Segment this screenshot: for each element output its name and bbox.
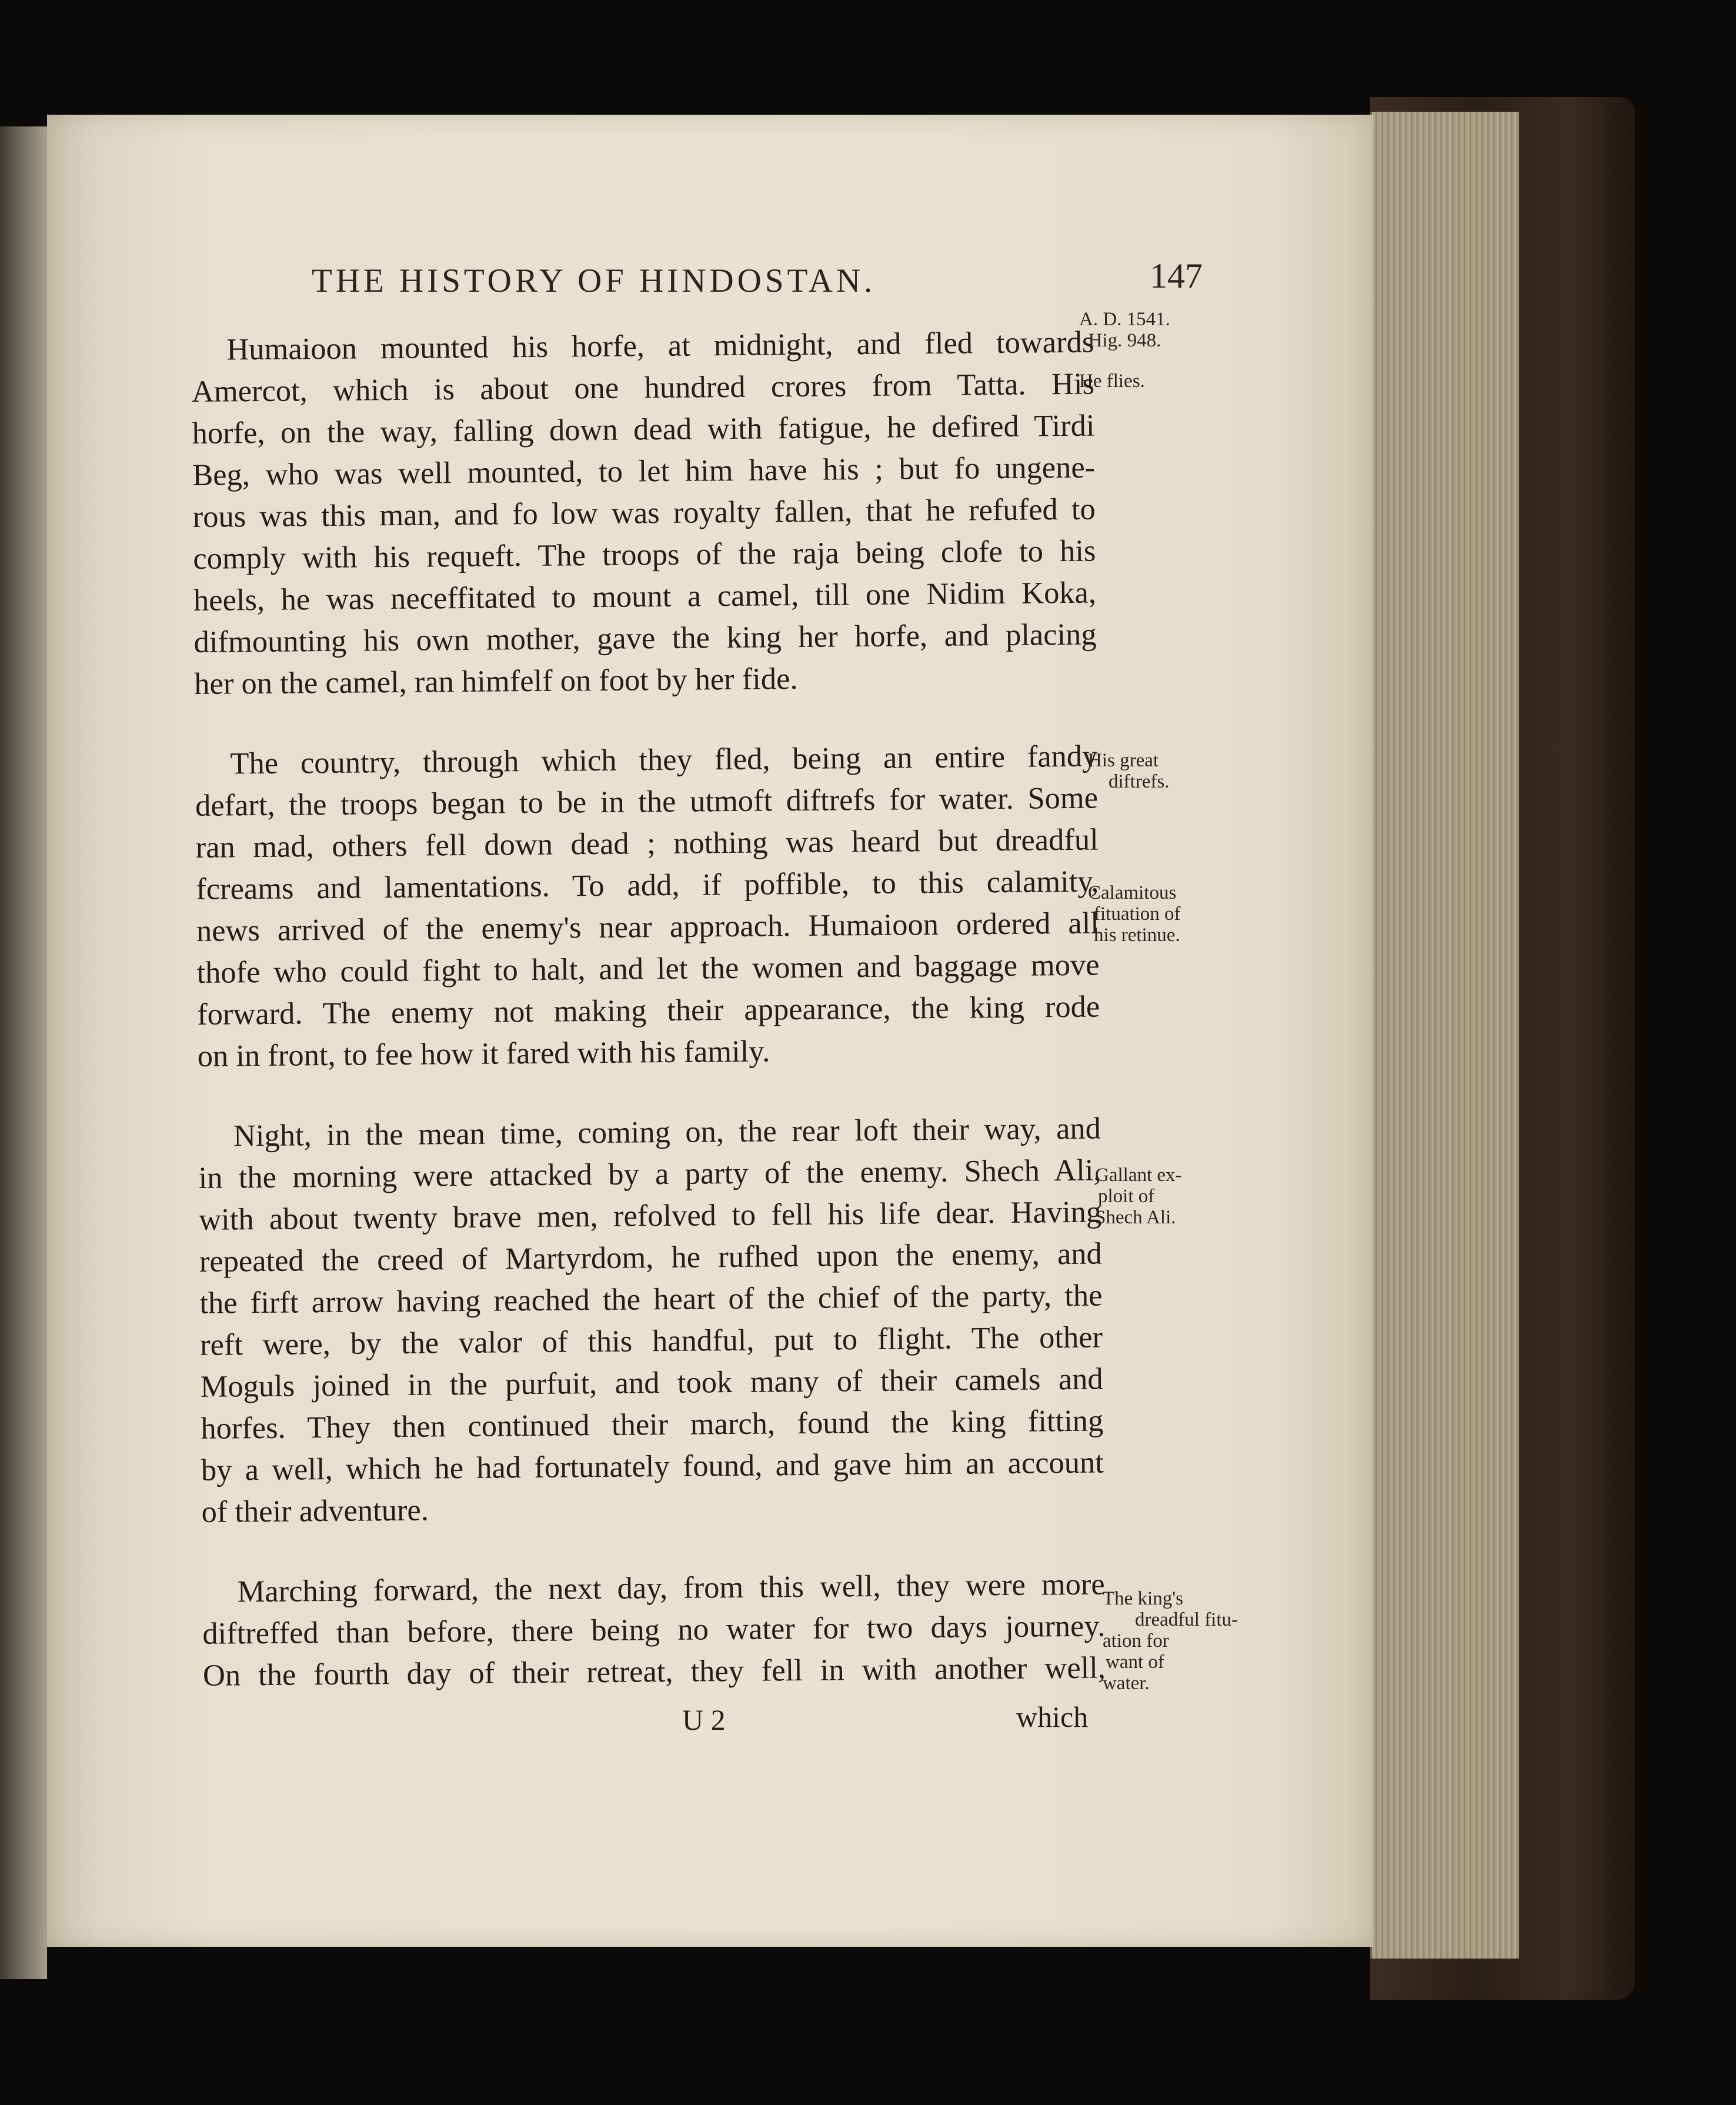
date-hig: Hig. 948. [1088,330,1161,351]
text-line: ran mad, others fell down dead ; nothing was heard but dreadful [195,822,1099,865]
paragraph [202,1564,1106,1697]
margin-note-line: Calamitous [1088,882,1177,903]
text-line: with about twenty brave men, refolved to fell his life dear. Having [198,1195,1102,1237]
page-number: 147 [1150,256,1203,295]
text-line: comply with his requeft. The troops of the raja being clofe to his [193,533,1096,576]
text-line: by a well, which he had fortunately found, and gave him an account [201,1445,1104,1487]
text-line: forward. The enemy not making their appearance, the king rode [196,989,1100,1032]
text-line: Marching forward, the next day, from this well, they were more [237,1567,1105,1609]
text-line: on in front, to fee how it fared with his family. [197,1034,770,1073]
margin-note-calamitous [1088,882,1181,946]
text-line: Humaioon mounted his horfe, at midnight, and fled towards [226,325,1094,367]
margin-note-line: want of [1106,1652,1164,1673]
margin-note-line: Gallant ex- [1095,1165,1182,1186]
text-line: the firft arrow having reached the heart of the chief of the party, the [199,1278,1103,1320]
catchword: which [1016,1700,1089,1733]
text-line: The country, through which they fled, being an entire fandy [230,739,1098,781]
paragraph [195,736,1100,1077]
text-line: rous was this man, and fo low was royalty fallen, that he refufed to [192,492,1096,534]
text-line: horfe, on the way, falling down dead with fatigue, he defired Tirdi [192,408,1095,451]
running-title: THE HISTORY OF HINDOSTAN. [312,262,876,299]
text-line: fcreams and lamentations. To add, if poffible, to this calamity, [196,864,1099,906]
text-line: difmounting his own mother, gave the king her horfe, and placing [193,617,1097,659]
text-line: horfes. They then continued their march, found the king fitting [201,1403,1104,1446]
text-line: thofe who could fight to halt, and let the women and baggage move [196,948,1100,990]
text-line: On the fourth day of their retreat, they fell in with another well, [202,1650,1106,1693]
text-line: news arrived of the enemy's near approach. Humaioon ordered all [196,906,1100,948]
margin-date-note [1079,309,1170,351]
margin-note-line: fituation of [1094,903,1181,925]
margin-note-line: diftrefs. [1109,771,1170,792]
margin-note-line: The king's [1103,1588,1184,1609]
text-line: diftreffed than before, there being no water for two days journey. [202,1609,1106,1651]
margin-note-water [1103,1588,1238,1694]
text-line: of their adventure. [201,1493,429,1529]
paragraph [191,322,1097,705]
facing-page-edge [0,126,47,1979]
text-line: her on the camel, ran himfelf on foot by her fide. [194,662,798,701]
text-line: repeated the creed of Martyrdom, he rufhed upon the enemy, and [199,1236,1103,1279]
text-line: in the morning were attacked by a party of the enemy. Shech Ali, [198,1153,1101,1195]
margin-note-line: His great [1088,750,1159,771]
text-line: defart, the troops began to be in the utmoft diftrefs for water. Some [195,780,1099,823]
date-ad: A. D. 1541. [1079,309,1170,330]
margin-note-line: ploit of [1098,1186,1155,1207]
text-line: reft were, by the valor of this handful, put to flight. The other [199,1320,1103,1362]
body-text [191,322,1106,1697]
text-line: heels, he was neceffitated to mount a camel, till one Nidim Koka, [193,575,1097,618]
paragraph [198,1108,1104,1533]
margin-note-line: water. [1103,1673,1150,1694]
signature-mark: U 2 [682,1703,726,1736]
margin-note-line: ation for [1103,1630,1169,1652]
text-line: Amercot, which is about one hundred crores from Tatta. His [191,366,1095,409]
text-line: Beg, who was well mounted, to let him have his ; but fo ungene- [192,450,1096,492]
margin-note-line: Shech Ali. [1095,1207,1176,1228]
margin-note-line: He flies. [1079,371,1145,392]
text-line: Night, in the mean time, coming on, the rear loft their way, and [233,1111,1101,1153]
margin-note-gallant [1095,1165,1182,1228]
text-line: Moguls joined in the purfuit, and took many of their camels and [200,1362,1103,1404]
margin-note-line: his retinue. [1094,925,1180,946]
margin-note-distress [1088,750,1170,792]
margin-note-flight [1079,371,1145,392]
page-fore-edge [1370,112,1519,1959]
margin-note-line: dreadful fitu- [1135,1609,1238,1630]
